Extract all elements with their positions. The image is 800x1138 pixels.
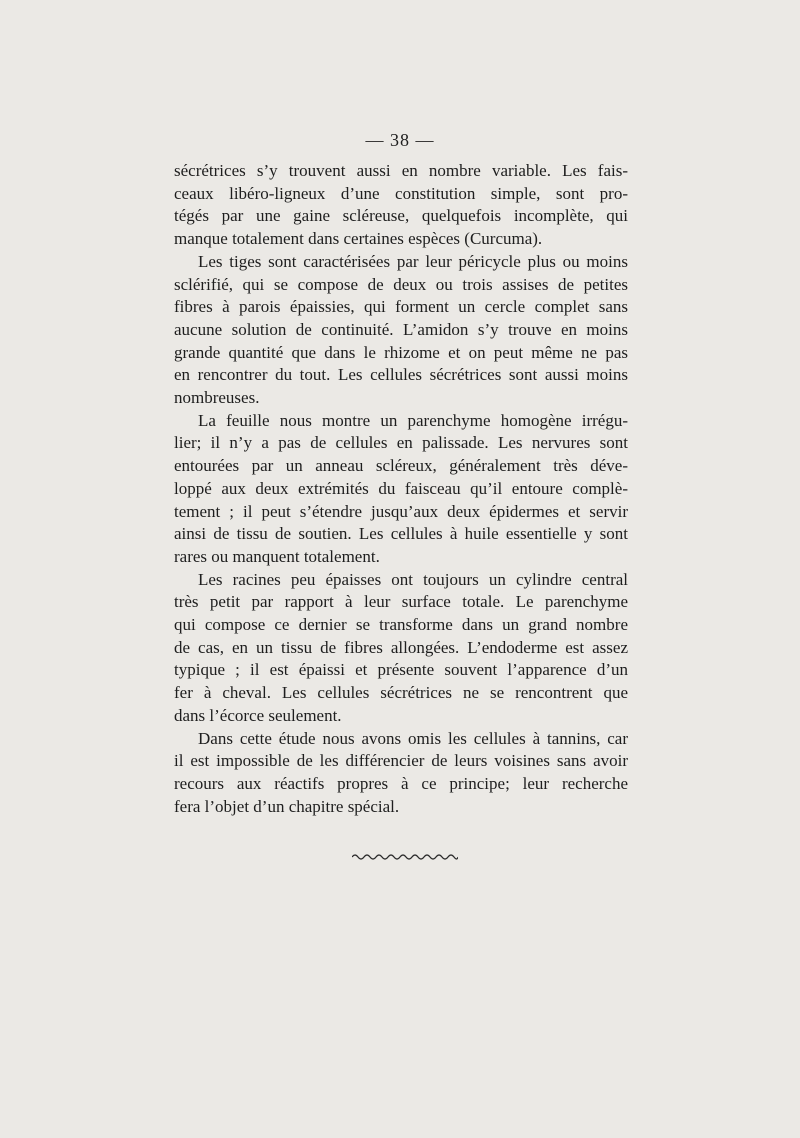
wavy-end-rule	[352, 852, 458, 862]
text-line: tement ; il peut s’étendre jusqu’aux deux épidermes et servir	[174, 501, 628, 521]
text-line: sécrétrices s’y trouvent aussi en nombre variable. Les fais-	[174, 161, 628, 180]
text-line: il est impossible de les différencier de leurs voisines sans avoir	[174, 751, 628, 771]
text-line: fer à cheval. Les cellules sécrétrices ne se rencontrent que	[174, 683, 628, 703]
text-line: aucune solution de continuité. L’amidon s’y trouve en moins	[174, 319, 628, 339]
text-line: très petit par rapport à leur surface totale. Le parenchyme	[174, 592, 628, 612]
text-line: Les racines peu épaisses ont toujours un cylindre central	[198, 569, 628, 589]
text-line: manque totalement dans certaines espèces (Curcuma).	[174, 229, 543, 249]
body-text	[174, 160, 628, 818]
text-line: Les tiges sont caractérisées par leur péricycle plus ou moins	[198, 251, 628, 271]
text-line: nombreuses.	[174, 388, 260, 408]
text-line: Dans cette étude nous avons omis les cellules à tannins, car	[198, 728, 628, 748]
text-line: de cas, en un tissu de fibres allongées. L’endoderme est assez	[174, 637, 628, 657]
text-line: lier; il n’y a pas de cellules en palissade. Les nervures sont	[174, 433, 628, 453]
text-line: ainsi de tissu de soutien. Les cellules à huile essentielle y sont	[174, 524, 628, 544]
text-line: entourées par un anneau scléreux, généralement très déve-	[174, 456, 628, 476]
text-line: qui compose ce dernier se transforme dans un grand nombre	[174, 615, 628, 635]
text-line: sclérifié, qui se compose de deux ou trois assises de petites	[174, 274, 628, 294]
text-line: ceaux libéro-ligneux d’une constitution simple, sont pro-	[174, 183, 628, 203]
text-line: fera l’objet d’un chapitre spécial.	[174, 796, 400, 816]
text-line: grande quantité que dans le rhizome et on peut même ne pas	[174, 342, 628, 362]
text-line: La feuille nous montre un parenchyme homogène irrégu-	[198, 410, 628, 430]
text-line: loppé aux deux extrémités du faisceau qu’il entoure complè-	[174, 478, 628, 498]
page-number: — 38 —	[365, 130, 435, 150]
text-line: rares ou manquent totalement.	[174, 546, 380, 566]
text-line: fibres à parois épaissies, qui forment un cercle complet sans	[174, 297, 628, 317]
text-line: recours aux réactifs propres à ce principe; leur recherche	[174, 773, 628, 793]
text-line: typique ; il est épaissi et présente souvent l’apparence d’un	[174, 660, 628, 680]
text-line: en rencontrer du tout. Les cellules sécrétrices sont aussi moins	[174, 365, 628, 385]
text-line: tégés par une gaine scléreuse, quelquefois incomplète, qui	[174, 206, 628, 226]
text-line: dans l’écorce seulement.	[174, 705, 342, 725]
